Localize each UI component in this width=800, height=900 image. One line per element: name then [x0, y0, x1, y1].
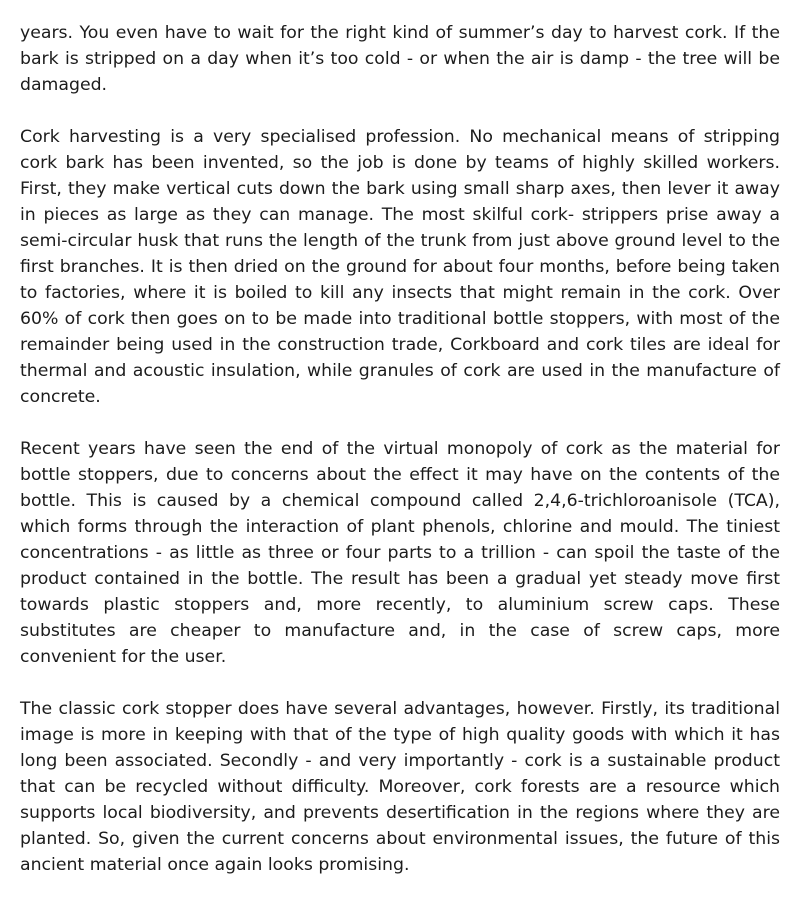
paragraph-cork-harvesting: Cork harvesting is a very specialised profession. No mechanical means of stripping cork bark has been invented, so the job is done by teams of highly skilled workers. First, they make vertical cuts down the bark using small sharp axes, then lever it away in pieces as large as they can manage. The most skilful cork- strippers prise away a semi-circular husk that runs the length of the trunk from just above ground level to the first branches. It is then dried on the ground for about four months, before being taken to factories, where it is boiled to kill any insects that might remain in the cork. Over 60% of cork then goes on to be made into traditional bottle stoppers, with most of the remainder being used in the construction trade, Corkboard and cork tiles are ideal for thermal and acoustic insulation, while granules of cork are used in the manufacture of concrete. — [20, 127, 780, 407]
paragraph-cork-advantages: The classic cork stopper does have several advantages, however. Firstly, its traditional image is more in keeping with that of the type of high quality goods with which it has long been associated. Secondly - and very importantly - cork is a sustainable product that can be recycled without difficulty. Moreover, cork forests are a resource which supports local biodiversity, and prevents desertification in the regions where they are planted. So, given the current concerns about environmental issues, the future of this ancient material once again looks promising. — [20, 699, 780, 875]
paragraph-tca-problem: Recent years have seen the end of the virtual monopoly of cork as the material for bottle stoppers, due to concerns about the effect it may have on the contents of the bottle. This is caused by a chemical compound called 2,4,6-trichloroanisole (TCA), which forms through the interaction of plant phenols, chlorine and mould. The tiniest concentrations - as little as three or four parts to a trillion - can spoil the taste of the product contained in the bottle. The result has been a gradual yet steady move first towards plastic stoppers and, more recently, to aluminium screw caps. These substitutes are cheaper to manufacture and, in the case of screw caps, more convenient for the user. — [20, 439, 780, 667]
paragraph-harvest-timing: years. You even have to wait for the right kind of summer’s day to harvest cork. If the bark is stripped on a day when it’s too cold - or when the air is damp - the tree will be damaged. — [20, 23, 780, 95]
